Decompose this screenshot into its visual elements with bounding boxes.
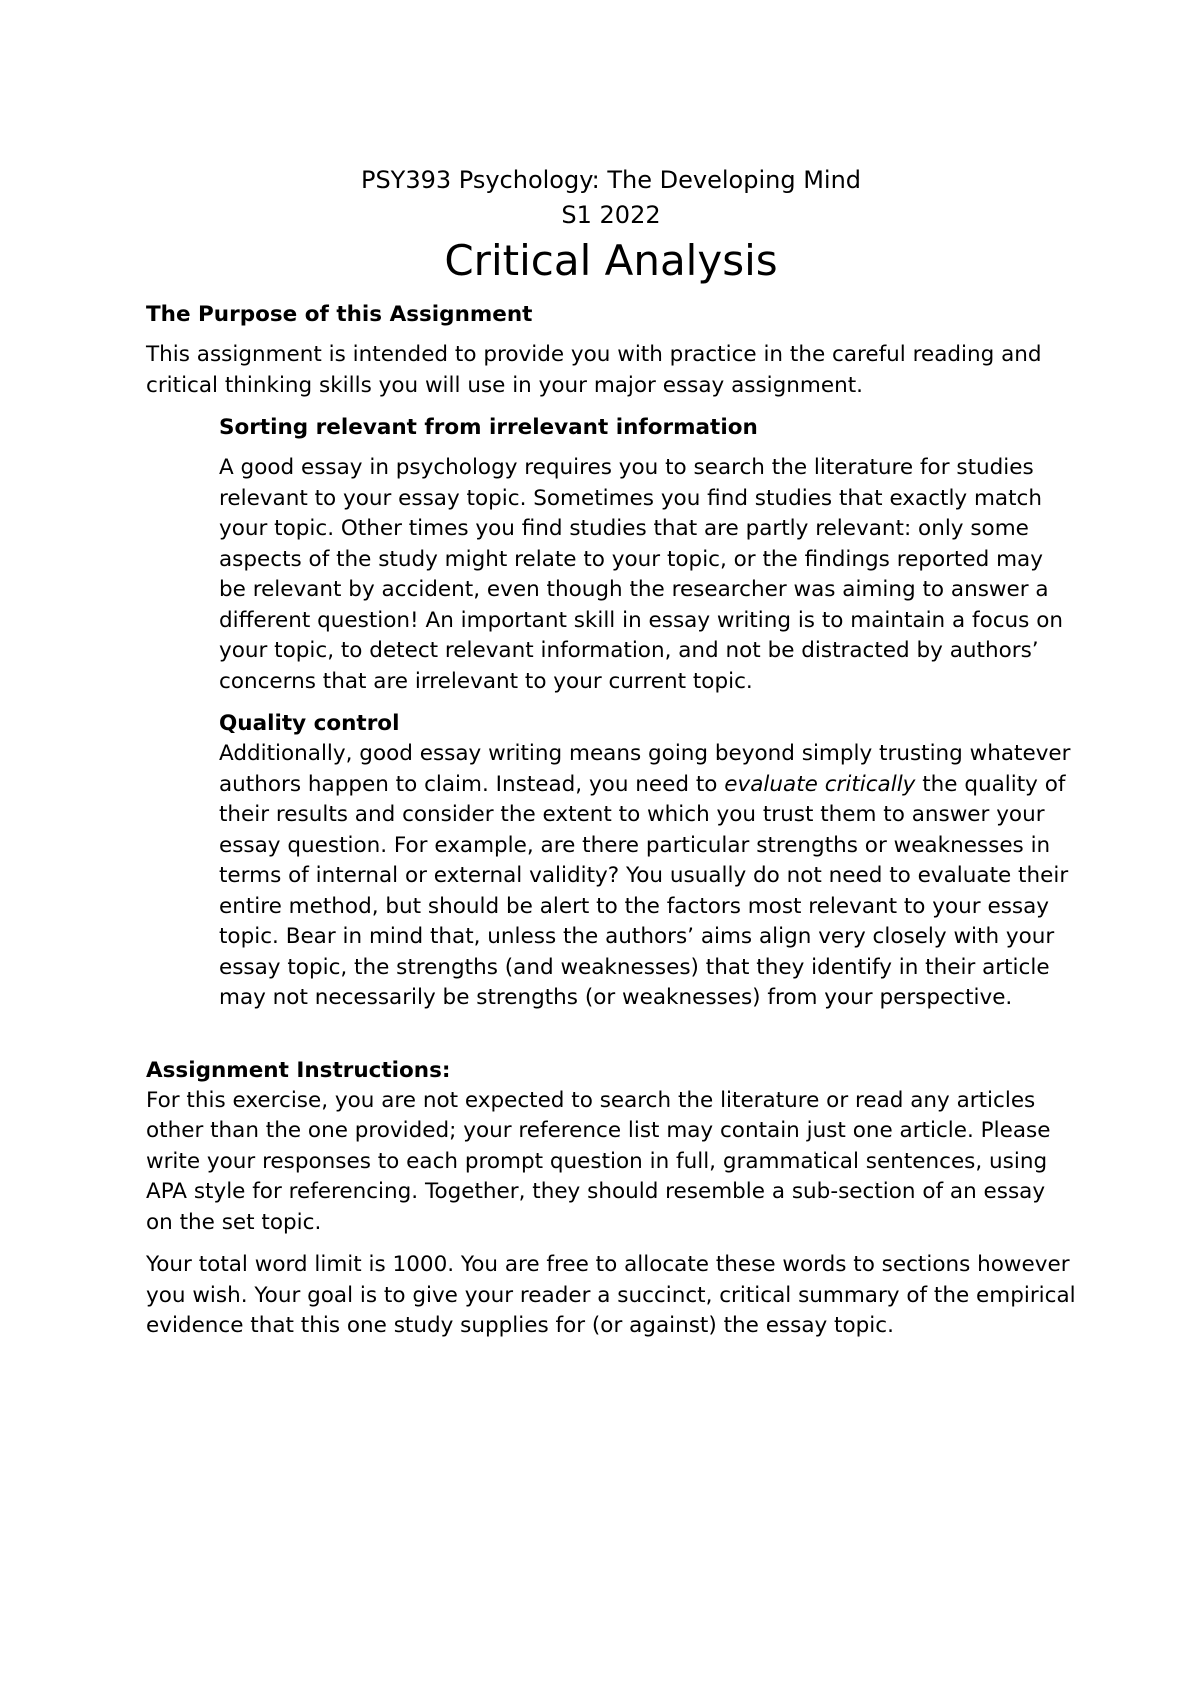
semester-label: S1 2022 (561, 201, 661, 229)
instructions-paragraph-1: For this exercise, you are not expected to search the literature or read any articles other than the one provided; your reference list may contain just one article. Please write your responses to each prompt question in full, grammatical sentences, using APA style for referencing. Together, they should resemble a sub-section of an essay on the set topic. (146, 1087, 1051, 1235)
document-page (146, 162, 1076, 1354)
sorting-heading: Sorting relevant from irrelevant information (219, 415, 758, 440)
instructions-heading: Assignment Instructions: (146, 1057, 451, 1083)
quality-emphasis: evaluate critically (724, 771, 916, 797)
course-title: PSY393 Psychology: The Developing Mind (360, 166, 862, 194)
instructions-paragraph-2: Your total word limit is 1000. You are free to allocate these words to sections however you wish. Your goal is to give your reader a succinct, critical summary of the empirical evidence that this one study supplies for (or against) the essay topic. (146, 1252, 1076, 1338)
document-title: Critical Analysis (444, 236, 778, 285)
quality-heading: Quality control (219, 711, 400, 736)
purpose-heading: The Purpose of this Assignment (146, 302, 533, 327)
sorting-paragraph: A good essay in psychology requires you to search the literature for studies relevant to your essay topic. Sometimes you find studies that exactly match your topic. Other times you find studies that are partly relevant: only some aspects of the study might relate to your topic, or the findings reported may be relevant by accident, even though the researcher was aiming to answer a different question! An important skill in essay writing is to maintain a focus on your topic, to detect relevant information, and not be distracted by authors’ concerns that are irrelevant to your current topic. (219, 455, 1064, 694)
purpose-paragraph: This assignment is intended to provide you with practice in the careful reading and critical thinking skills you will use in your major essay assignment. (146, 342, 1042, 398)
quality-text-after: the quality of their results and consider the extent to which you trust them to answer your essay question. For example, are there particular strengths or weaknesses in terms of internal or external validity? You usually do not need to evaluate their entire method, but should be alert to the factors most relevant to your essay topic. Bear in mind that, unless the authors’ aims align very closely with your essay topic, the strengths (and weaknesses) that they identify in their article may not necessarily be strengths (or weaknesses) from your perspective. (219, 771, 1069, 1010)
section-spacer (146, 1026, 1076, 1056)
quality-text-before: Additionally, good essay writing means going beyond simply trusting whatever authors happen to claim. Instead, you need to (219, 741, 1071, 797)
quality-paragraph (219, 739, 1076, 1014)
